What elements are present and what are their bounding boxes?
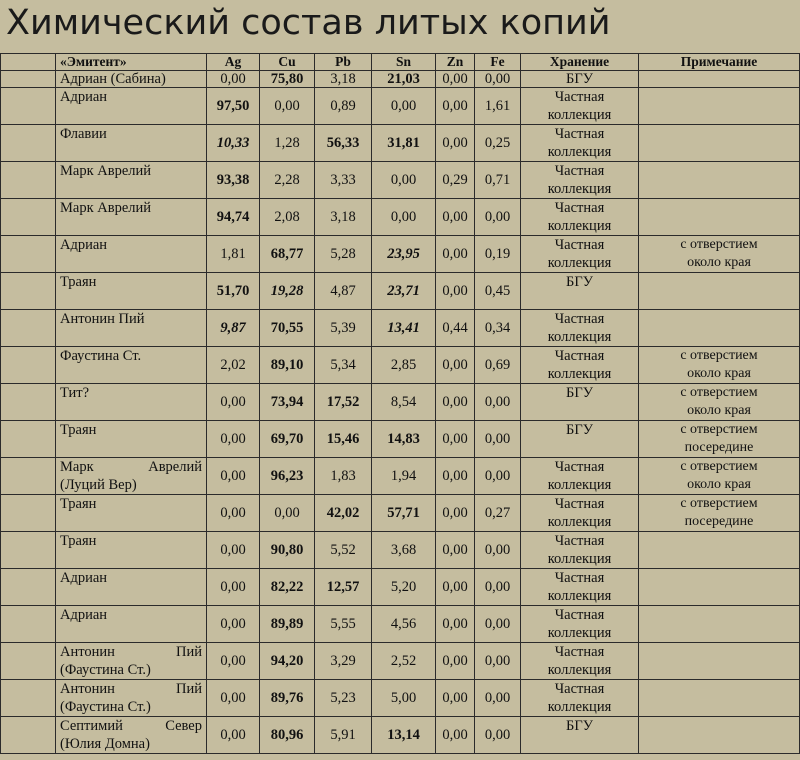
note-line: с отверстием — [680, 459, 758, 474]
sn-value: 21,03 — [372, 71, 436, 88]
issuer-cell — [56, 273, 207, 310]
fe-value: 0,69 — [475, 347, 521, 384]
table-row — [1, 273, 800, 310]
note-cell — [639, 458, 800, 495]
table-row — [1, 532, 800, 569]
note-line: посередине — [684, 440, 754, 455]
sn-value: 4,56 — [372, 606, 436, 643]
storage-cell — [521, 310, 639, 347]
issuer-line: Марк Аврелий — [60, 459, 202, 475]
note-line: с отверстием — [680, 496, 758, 511]
fe-value: 0,19 — [475, 236, 521, 273]
header-pb: Pb — [315, 54, 372, 71]
issuer-cell — [56, 458, 207, 495]
pb-value: 17,52 — [315, 384, 372, 421]
ag-value: 1,81 — [207, 236, 260, 273]
zn-value: 0,00 — [436, 347, 475, 384]
pb-value: 4,87 — [315, 273, 372, 310]
issuer-line: Марк Аврелий — [60, 163, 152, 179]
storage-line: БГУ — [566, 71, 593, 87]
sn-value: 2,52 — [372, 643, 436, 680]
table-row — [1, 384, 800, 421]
storage-line: Частная — [554, 607, 605, 623]
issuer-cell — [56, 199, 207, 236]
table-row — [1, 680, 800, 717]
zn-value: 0,00 — [436, 458, 475, 495]
sn-value: 23,71 — [372, 273, 436, 310]
zn-value: 0,00 — [436, 532, 475, 569]
issuer-cell — [56, 125, 207, 162]
fe-value: 0,00 — [475, 717, 521, 754]
issuer-line: Адриан (Сабина) — [60, 71, 166, 87]
zn-value: 0,00 — [436, 606, 475, 643]
storage-line: Частная — [554, 348, 605, 364]
storage-cell — [521, 495, 639, 532]
issuer-line: (Юлия Домна) — [60, 736, 150, 752]
sn-value: 31,81 — [372, 125, 436, 162]
issuer-cell — [56, 421, 207, 458]
row-blank-cell — [1, 680, 56, 717]
storage-cell — [521, 125, 639, 162]
storage-cell — [521, 680, 639, 717]
storage-line: коллекция — [547, 625, 612, 641]
fe-value: 0,00 — [475, 71, 521, 88]
issuer-line: Тит? — [60, 385, 90, 401]
note-line: посередине — [684, 514, 754, 529]
ag-value: 51,70 — [207, 273, 260, 310]
fe-value: 0,00 — [475, 643, 521, 680]
storage-cell — [521, 88, 639, 125]
zn-value: 0,44 — [436, 310, 475, 347]
pb-value: 56,33 — [315, 125, 372, 162]
storage-cell — [521, 532, 639, 569]
pb-value: 5,34 — [315, 347, 372, 384]
row-blank-cell — [1, 236, 56, 273]
ag-value: 0,00 — [207, 458, 260, 495]
issuer-cell — [56, 532, 207, 569]
storage-line: Частная — [554, 237, 605, 253]
ag-value: 94,74 — [207, 199, 260, 236]
ag-value: 0,00 — [207, 71, 260, 88]
note-cell — [639, 606, 800, 643]
ag-value: 0,00 — [207, 495, 260, 532]
storage-line: БГУ — [566, 422, 593, 438]
note-cell — [639, 384, 800, 421]
pb-value: 5,39 — [315, 310, 372, 347]
storage-line: коллекция — [547, 181, 612, 197]
row-blank-cell — [1, 273, 56, 310]
note-cell — [639, 347, 800, 384]
issuer-line: Адриан — [60, 607, 108, 623]
fe-value: 0,00 — [475, 421, 521, 458]
row-blank-cell — [1, 458, 56, 495]
issuer-line: Фаустина Ст. — [60, 348, 142, 364]
page-title: Химический состав литых копий — [6, 3, 611, 43]
note-cell — [639, 643, 800, 680]
storage-line: Частная — [554, 533, 605, 549]
note-cell — [639, 273, 800, 310]
table-row — [1, 236, 800, 273]
pb-value: 5,28 — [315, 236, 372, 273]
note-cell — [639, 680, 800, 717]
storage-line: Частная — [554, 126, 605, 142]
storage-cell — [521, 421, 639, 458]
note-cell — [639, 199, 800, 236]
pb-value: 3,18 — [315, 199, 372, 236]
storage-cell — [521, 717, 639, 754]
issuer-line: Флавии — [60, 126, 107, 142]
cu-value: 90,80 — [260, 532, 315, 569]
row-blank-cell — [1, 606, 56, 643]
fe-value: 0,45 — [475, 273, 521, 310]
pb-value: 3,33 — [315, 162, 372, 199]
storage-line: БГУ — [566, 274, 593, 290]
pb-value: 1,83 — [315, 458, 372, 495]
cu-value: 89,10 — [260, 347, 315, 384]
note-cell — [639, 162, 800, 199]
storage-line: Частная — [554, 570, 605, 586]
header-zn: Zn — [436, 54, 475, 71]
table-row — [1, 71, 800, 88]
zn-value: 0,00 — [436, 495, 475, 532]
note-cell — [639, 532, 800, 569]
row-blank-cell — [1, 643, 56, 680]
storage-line: коллекция — [547, 218, 612, 234]
issuer-cell — [56, 606, 207, 643]
storage-line: Частная — [554, 496, 605, 512]
cu-value: 19,28 — [260, 273, 315, 310]
cu-value: 69,70 — [260, 421, 315, 458]
pb-value: 3,29 — [315, 643, 372, 680]
pb-value: 5,23 — [315, 680, 372, 717]
row-blank-cell — [1, 384, 56, 421]
blank-header — [1, 54, 56, 71]
issuer-cell — [56, 88, 207, 125]
table-row — [1, 347, 800, 384]
sn-value: 23,95 — [372, 236, 436, 273]
header-fe: Fe — [475, 54, 521, 71]
storage-line: коллекция — [547, 514, 612, 530]
header-row — [1, 54, 800, 71]
storage-cell — [521, 347, 639, 384]
fe-value: 0,34 — [475, 310, 521, 347]
cu-value: 1,28 — [260, 125, 315, 162]
row-blank-cell — [1, 569, 56, 606]
zn-value: 0,00 — [436, 680, 475, 717]
note-line: с отверстием — [680, 237, 758, 252]
ag-value: 93,38 — [207, 162, 260, 199]
cu-value: 68,77 — [260, 236, 315, 273]
zn-value: 0,00 — [436, 71, 475, 88]
zn-value: 0,00 — [436, 88, 475, 125]
storage-line: Частная — [554, 89, 605, 105]
cu-value: 80,96 — [260, 717, 315, 754]
ag-value: 97,50 — [207, 88, 260, 125]
storage-cell — [521, 236, 639, 273]
issuer-line: Септимий Север — [60, 718, 202, 734]
header-note: Примечание — [639, 54, 800, 71]
storage-line: Частная — [554, 163, 605, 179]
note-line: с отверстием — [680, 385, 758, 400]
table-row — [1, 310, 800, 347]
table-row — [1, 495, 800, 532]
fe-value: 0,00 — [475, 458, 521, 495]
header-storage: Хранение — [521, 54, 639, 71]
row-blank-cell — [1, 162, 56, 199]
issuer-cell — [56, 236, 207, 273]
storage-line: коллекция — [547, 477, 612, 493]
cu-value: 82,22 — [260, 569, 315, 606]
pb-value: 3,18 — [315, 71, 372, 88]
sn-value: 8,54 — [372, 384, 436, 421]
storage-cell — [521, 569, 639, 606]
zn-value: 0,29 — [436, 162, 475, 199]
cu-value: 0,00 — [260, 495, 315, 532]
header-sn: Sn — [372, 54, 436, 71]
issuer-line: Адриан — [60, 237, 108, 253]
ag-value: 9,87 — [207, 310, 260, 347]
row-blank-cell — [1, 88, 56, 125]
issuer-line: (Фаустина Ст.) — [60, 662, 151, 678]
note-line: около края — [687, 477, 751, 492]
note-cell — [639, 71, 800, 88]
sn-value: 0,00 — [372, 88, 436, 125]
zn-value: 0,00 — [436, 125, 475, 162]
sn-value: 3,68 — [372, 532, 436, 569]
issuer-line: Антонин Пий — [60, 311, 145, 327]
storage-line: коллекция — [547, 255, 612, 271]
cu-value: 0,00 — [260, 88, 315, 125]
cu-value: 75,80 — [260, 71, 315, 88]
issuer-cell — [56, 347, 207, 384]
row-blank-cell — [1, 199, 56, 236]
pb-value: 12,57 — [315, 569, 372, 606]
fe-value: 0,00 — [475, 532, 521, 569]
storage-line: коллекция — [547, 107, 612, 123]
sn-value: 5,20 — [372, 569, 436, 606]
cu-value: 2,08 — [260, 199, 315, 236]
pb-value: 5,52 — [315, 532, 372, 569]
note-cell — [639, 88, 800, 125]
sn-value: 57,71 — [372, 495, 436, 532]
fe-value: 0,00 — [475, 569, 521, 606]
cu-value: 94,20 — [260, 643, 315, 680]
cu-value: 96,23 — [260, 458, 315, 495]
storage-line: коллекция — [547, 329, 612, 345]
table-row — [1, 606, 800, 643]
issuer-line: (Луций Вер) — [60, 477, 137, 493]
note-cell — [639, 495, 800, 532]
storage-line: БГУ — [566, 385, 593, 401]
table-body — [1, 71, 800, 754]
note-cell — [639, 569, 800, 606]
issuer-cell — [56, 495, 207, 532]
fe-value: 0,00 — [475, 606, 521, 643]
table-row — [1, 717, 800, 754]
issuer-line: Марк Аврелий — [60, 200, 152, 216]
fe-value: 0,27 — [475, 495, 521, 532]
issuer-cell — [56, 384, 207, 421]
zn-value: 0,00 — [436, 421, 475, 458]
zn-value: 0,00 — [436, 643, 475, 680]
ag-value: 0,00 — [207, 643, 260, 680]
note-line: около края — [687, 403, 751, 418]
note-line: около края — [687, 255, 751, 270]
storage-cell — [521, 199, 639, 236]
fe-value: 0,00 — [475, 199, 521, 236]
issuer-cell — [56, 71, 207, 88]
storage-line: коллекция — [547, 551, 612, 567]
issuer-cell — [56, 569, 207, 606]
issuer-line: Траян — [60, 274, 97, 290]
issuer-line: Антонин Пий — [60, 644, 202, 660]
note-cell — [639, 717, 800, 754]
issuer-cell — [56, 680, 207, 717]
storage-line: коллекция — [547, 144, 612, 160]
ag-value: 0,00 — [207, 717, 260, 754]
zn-value: 0,00 — [436, 384, 475, 421]
ag-value: 0,00 — [207, 421, 260, 458]
sn-value: 1,94 — [372, 458, 436, 495]
issuer-line: Адриан — [60, 89, 108, 105]
storage-cell — [521, 162, 639, 199]
storage-cell — [521, 458, 639, 495]
cu-value: 70,55 — [260, 310, 315, 347]
cu-value: 89,89 — [260, 606, 315, 643]
sn-value: 0,00 — [372, 199, 436, 236]
cu-value: 2,28 — [260, 162, 315, 199]
row-blank-cell — [1, 71, 56, 88]
ag-value: 0,00 — [207, 606, 260, 643]
table-row — [1, 125, 800, 162]
issuer-line: (Фаустина Ст.) — [60, 699, 151, 715]
table-row — [1, 421, 800, 458]
storage-line: коллекция — [547, 699, 612, 715]
note-line: около края — [687, 366, 751, 381]
note-cell — [639, 421, 800, 458]
issuer-cell — [56, 717, 207, 754]
note-line: с отверстием — [680, 422, 758, 437]
ag-value: 10,33 — [207, 125, 260, 162]
row-blank-cell — [1, 310, 56, 347]
storage-cell — [521, 606, 639, 643]
table-row — [1, 458, 800, 495]
table-row — [1, 162, 800, 199]
zn-value: 0,00 — [436, 273, 475, 310]
row-blank-cell — [1, 125, 56, 162]
cu-value: 89,76 — [260, 680, 315, 717]
row-blank-cell — [1, 421, 56, 458]
note-cell — [639, 125, 800, 162]
cu-value: 73,94 — [260, 384, 315, 421]
sn-value: 0,00 — [372, 162, 436, 199]
zn-value: 0,00 — [436, 717, 475, 754]
fe-value: 0,71 — [475, 162, 521, 199]
sn-value: 5,00 — [372, 680, 436, 717]
issuer-line: Траян — [60, 533, 97, 549]
pb-value: 15,46 — [315, 421, 372, 458]
storage-line: Частная — [554, 681, 605, 697]
ag-value: 0,00 — [207, 384, 260, 421]
storage-line: коллекция — [547, 662, 612, 678]
issuer-line: Адриан — [60, 570, 108, 586]
table-row — [1, 569, 800, 606]
storage-line: коллекция — [547, 588, 612, 604]
note-cell — [639, 310, 800, 347]
storage-line: БГУ — [566, 718, 593, 734]
issuer-line: Антонин Пий — [60, 681, 202, 697]
issuer-line: Траян — [60, 496, 97, 512]
zn-value: 0,00 — [436, 236, 475, 273]
storage-line: Частная — [554, 311, 605, 327]
row-blank-cell — [1, 532, 56, 569]
header-issuer: «Эмитент» — [56, 54, 207, 71]
storage-line: Частная — [554, 459, 605, 475]
pb-value: 5,91 — [315, 717, 372, 754]
storage-line: Частная — [554, 200, 605, 216]
row-blank-cell — [1, 495, 56, 532]
storage-cell — [521, 384, 639, 421]
issuer-cell — [56, 643, 207, 680]
storage-cell — [521, 643, 639, 680]
storage-cell — [521, 273, 639, 310]
pb-value: 5,55 — [315, 606, 372, 643]
pb-value: 0,89 — [315, 88, 372, 125]
sn-value: 13,14 — [372, 717, 436, 754]
sn-value: 13,41 — [372, 310, 436, 347]
header-cu: Cu — [260, 54, 315, 71]
storage-line: коллекция — [547, 366, 612, 382]
sn-value: 2,85 — [372, 347, 436, 384]
zn-value: 0,00 — [436, 199, 475, 236]
note-cell — [639, 236, 800, 273]
storage-line: Частная — [554, 644, 605, 660]
ag-value: 0,00 — [207, 532, 260, 569]
fe-value: 0,00 — [475, 680, 521, 717]
table-row — [1, 88, 800, 125]
note-line: с отверстием — [680, 348, 758, 363]
sn-value: 14,83 — [372, 421, 436, 458]
composition-table — [0, 53, 800, 754]
issuer-cell — [56, 162, 207, 199]
issuer-line: Траян — [60, 422, 97, 438]
fe-value: 0,25 — [475, 125, 521, 162]
ag-value: 2,02 — [207, 347, 260, 384]
fe-value: 1,61 — [475, 88, 521, 125]
ag-value: 0,00 — [207, 680, 260, 717]
table-row — [1, 199, 800, 236]
ag-value: 0,00 — [207, 569, 260, 606]
table-row — [1, 643, 800, 680]
zn-value: 0,00 — [436, 569, 475, 606]
issuer-cell — [56, 310, 207, 347]
header-ag: Ag — [207, 54, 260, 71]
row-blank-cell — [1, 347, 56, 384]
pb-value: 42,02 — [315, 495, 372, 532]
fe-value: 0,00 — [475, 384, 521, 421]
row-blank-cell — [1, 717, 56, 754]
storage-cell — [521, 71, 639, 88]
